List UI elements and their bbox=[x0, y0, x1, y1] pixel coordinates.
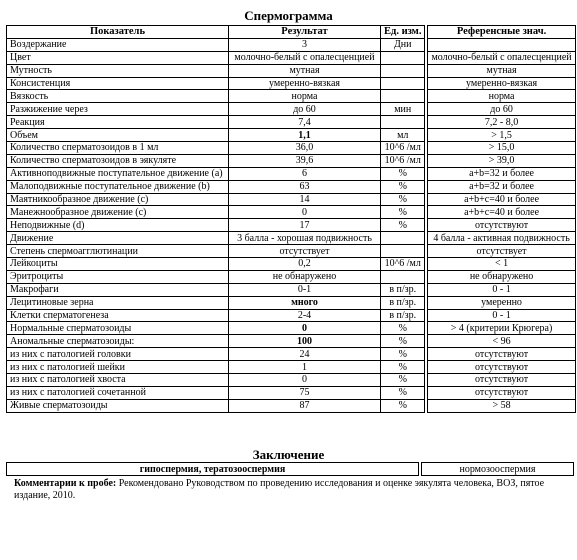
header-unit: Ед. изм. bbox=[381, 26, 425, 39]
row-result: 2-4 bbox=[229, 309, 381, 322]
table-row bbox=[7, 348, 576, 361]
row-unit: 10^6 /мл bbox=[381, 142, 425, 155]
row-param: Воздержание bbox=[7, 38, 229, 51]
row-unit bbox=[381, 270, 425, 283]
row-result: 75 bbox=[229, 386, 381, 399]
row-result: 24 bbox=[229, 348, 381, 361]
row-result: 87 bbox=[229, 399, 381, 412]
row-param: Клетки сперматогенеза bbox=[7, 309, 229, 322]
table-row bbox=[7, 296, 576, 309]
row-result: до 60 bbox=[229, 103, 381, 116]
row-ref: a+b+c=40 и более bbox=[428, 193, 575, 206]
row-param: Аномальные сперматозоиды: bbox=[7, 335, 229, 348]
row-param: Мутность bbox=[7, 64, 229, 77]
row-ref: до 60 bbox=[428, 103, 575, 116]
row-param: Манежнообразное движение (c) bbox=[7, 206, 229, 219]
row-result: 17 bbox=[229, 219, 381, 232]
row-param: Консистенция bbox=[7, 77, 229, 90]
row-result: мутная bbox=[229, 64, 381, 77]
conclusion-result: гипоспермия, тератозооспермия bbox=[7, 463, 419, 476]
row-ref: не обнаружено bbox=[428, 270, 575, 283]
row-unit: % bbox=[381, 206, 425, 219]
conclusion-row bbox=[7, 463, 574, 476]
row-ref: 0 - 1 bbox=[428, 309, 575, 322]
table-row bbox=[7, 77, 576, 90]
results-body bbox=[7, 38, 576, 412]
row-result: молочно-белый с опалесценцией bbox=[229, 51, 381, 64]
row-ref: умеренно-вязкая bbox=[428, 77, 575, 90]
row-unit: % bbox=[381, 361, 425, 374]
row-ref: отсутствуют bbox=[428, 348, 575, 361]
row-ref: > 58 bbox=[428, 399, 575, 412]
table-row bbox=[7, 245, 576, 258]
row-unit bbox=[381, 77, 425, 90]
table-row bbox=[7, 309, 576, 322]
row-unit: % bbox=[381, 193, 425, 206]
row-unit: в п/зр. bbox=[381, 296, 425, 309]
table-row bbox=[7, 38, 576, 51]
row-param: Нормальные сперматозоиды bbox=[7, 322, 229, 335]
row-ref: a+b=32 и более bbox=[428, 180, 575, 193]
conclusion-table bbox=[6, 462, 574, 476]
table-row bbox=[7, 103, 576, 116]
table-row bbox=[7, 219, 576, 232]
conclusion-title: Заключение bbox=[252, 447, 325, 462]
row-unit: в п/зр. bbox=[381, 309, 425, 322]
table-row bbox=[7, 64, 576, 77]
row-ref: < 1 bbox=[428, 258, 575, 271]
row-ref: 0 - 1 bbox=[428, 283, 575, 296]
row-ref: > 1,5 bbox=[428, 129, 575, 142]
row-unit: мин bbox=[381, 103, 425, 116]
row-param: из них с патологией хвоста bbox=[7, 374, 229, 387]
table-row bbox=[7, 154, 576, 167]
row-unit bbox=[381, 116, 425, 129]
row-unit: % bbox=[381, 386, 425, 399]
row-result: норма bbox=[229, 90, 381, 103]
row-ref: < 96 bbox=[428, 335, 575, 348]
row-ref: > 15,0 bbox=[428, 142, 575, 155]
row-unit: % bbox=[381, 374, 425, 387]
table-row bbox=[7, 374, 576, 387]
row-result: отсутствует bbox=[229, 245, 381, 258]
row-param: Степень спермоагглютинации bbox=[7, 245, 229, 258]
row-unit: % bbox=[381, 399, 425, 412]
row-result: 7,4 bbox=[229, 116, 381, 129]
row-result: 3 балла - хорошая подвижность bbox=[229, 232, 381, 245]
table-row bbox=[7, 90, 576, 103]
table-row bbox=[7, 167, 576, 180]
table-row bbox=[7, 322, 576, 335]
row-unit bbox=[381, 90, 425, 103]
table-row bbox=[7, 386, 576, 399]
row-result: 1,1 bbox=[229, 129, 381, 142]
row-ref: 7,2 - 8,0 bbox=[428, 116, 575, 129]
row-result: 0 bbox=[229, 322, 381, 335]
row-param: Активноподвижные поступательное движение (a) bbox=[7, 167, 229, 180]
row-result: 0,2 bbox=[229, 258, 381, 271]
row-result: много bbox=[229, 296, 381, 309]
table-row bbox=[7, 116, 576, 129]
page-title: Спермограмма bbox=[244, 8, 333, 23]
table-row bbox=[7, 180, 576, 193]
row-unit: мл bbox=[381, 129, 425, 142]
row-unit bbox=[381, 232, 425, 245]
row-param: из них с патологией шейки bbox=[7, 361, 229, 374]
row-ref: отсутствуют bbox=[428, 361, 575, 374]
row-param: Лецитиновые зерна bbox=[7, 296, 229, 309]
row-unit: в п/зр. bbox=[381, 283, 425, 296]
row-ref: отсутствуют bbox=[428, 386, 575, 399]
row-param: Маятникообразное движение (c) bbox=[7, 193, 229, 206]
row-unit: % bbox=[381, 322, 425, 335]
row-unit bbox=[381, 64, 425, 77]
row-ref: отсутствуют bbox=[428, 374, 575, 387]
row-param: Неподвижные (d) bbox=[7, 219, 229, 232]
row-result: 0-1 bbox=[229, 283, 381, 296]
table-row bbox=[7, 51, 576, 64]
row-param: Количество сперматозоидов в 1 мл bbox=[7, 142, 229, 155]
header-param: Показатель bbox=[7, 26, 229, 39]
row-param: Движение bbox=[7, 232, 229, 245]
row-param: Цвет bbox=[7, 51, 229, 64]
header-result: Результат bbox=[229, 26, 381, 39]
comment-text: Рекомендовано Руководством по проведению исследования и оценке эякулята человека, ВОЗ, пятое издание, 2010. bbox=[14, 478, 545, 501]
row-ref: > 4 (критерии Крюгера) bbox=[428, 322, 575, 335]
comment-label: Комментарии к пробе: bbox=[14, 478, 117, 489]
row-result: 36,0 bbox=[229, 142, 381, 155]
row-ref: мутная bbox=[428, 64, 575, 77]
row-ref: отсутствуют bbox=[428, 219, 575, 232]
table-row bbox=[7, 335, 576, 348]
row-param: Лейкоциты bbox=[7, 258, 229, 271]
row-unit: Дни bbox=[381, 38, 425, 51]
row-param: Макрофаги bbox=[7, 283, 229, 296]
row-param: Малоподвижные поступательное движение (b) bbox=[7, 180, 229, 193]
table-row bbox=[7, 142, 576, 155]
table-row bbox=[7, 361, 576, 374]
row-unit: % bbox=[381, 180, 425, 193]
row-param: из них с патологией сочетанной bbox=[7, 386, 229, 399]
row-unit: % bbox=[381, 219, 425, 232]
table-row bbox=[7, 270, 576, 283]
row-unit: % bbox=[381, 348, 425, 361]
row-result: умеренно-вязкая bbox=[229, 77, 381, 90]
table-row bbox=[7, 283, 576, 296]
row-result: 63 bbox=[229, 180, 381, 193]
row-ref: молочно-белый с опалесценцией bbox=[428, 51, 575, 64]
row-ref: умеренно bbox=[428, 296, 575, 309]
row-param: Разжижение через bbox=[7, 103, 229, 116]
table-row bbox=[7, 399, 576, 412]
results-table bbox=[6, 25, 576, 413]
table-row bbox=[7, 232, 576, 245]
row-unit: % bbox=[381, 167, 425, 180]
table-header-row bbox=[7, 26, 576, 39]
row-param: из них с патологией головки bbox=[7, 348, 229, 361]
row-unit bbox=[381, 51, 425, 64]
row-result: 14 bbox=[229, 193, 381, 206]
header-ref: Референсные знач. bbox=[428, 26, 575, 39]
row-ref: a+b=32 и более bbox=[428, 167, 575, 180]
row-ref: отсутствует bbox=[428, 245, 575, 258]
table-row bbox=[7, 258, 576, 271]
table-row bbox=[7, 206, 576, 219]
row-result: 100 bbox=[229, 335, 381, 348]
row-ref: 4 балла - активная подвижность bbox=[428, 232, 575, 245]
row-param: Реакция bbox=[7, 116, 229, 129]
row-ref: a+b+c=40 и более bbox=[428, 206, 575, 219]
row-result: 0 bbox=[229, 206, 381, 219]
row-result: 0 bbox=[229, 374, 381, 387]
row-unit: % bbox=[381, 335, 425, 348]
row-result: 6 bbox=[229, 167, 381, 180]
row-unit bbox=[381, 245, 425, 258]
conclusion-ref: нормозооспермия bbox=[422, 463, 574, 476]
row-param: Объем bbox=[7, 129, 229, 142]
table-row bbox=[7, 129, 576, 142]
row-ref bbox=[428, 38, 575, 51]
sample-comment bbox=[14, 478, 569, 502]
row-param: Живые сперматозоиды bbox=[7, 399, 229, 412]
row-unit: 10^6 /мл bbox=[381, 258, 425, 271]
row-param: Количество сперматозоидов в эякуляте bbox=[7, 154, 229, 167]
row-result: 39,6 bbox=[229, 154, 381, 167]
row-param: Вязкость bbox=[7, 90, 229, 103]
table-row bbox=[7, 193, 576, 206]
row-ref: норма bbox=[428, 90, 575, 103]
row-param: Эритроциты bbox=[7, 270, 229, 283]
row-ref: > 39,0 bbox=[428, 154, 575, 167]
row-unit: 10^6 /мл bbox=[381, 154, 425, 167]
row-result: 3 bbox=[229, 38, 381, 51]
row-result: 1 bbox=[229, 361, 381, 374]
row-result: не обнаружено bbox=[229, 270, 381, 283]
